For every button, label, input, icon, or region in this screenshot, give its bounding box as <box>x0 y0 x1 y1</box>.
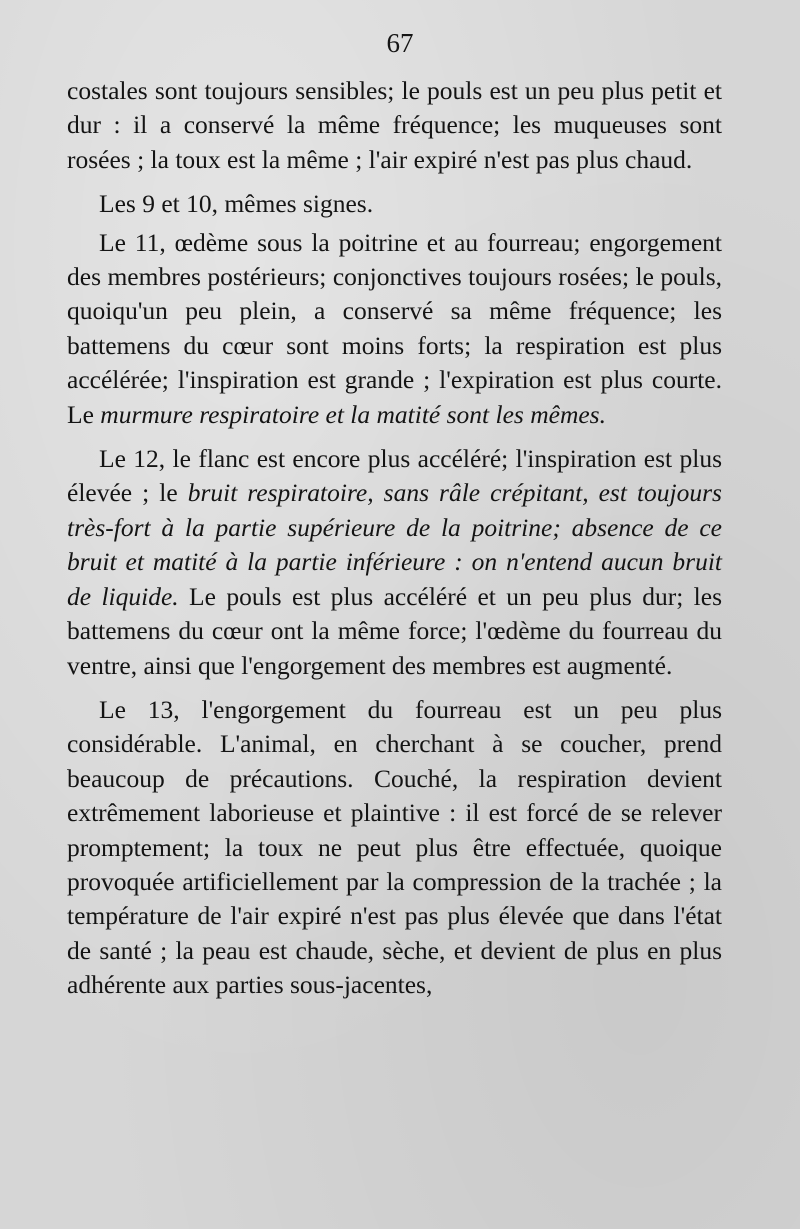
paragraph-5 <box>67 693 722 1003</box>
italic-text-segment: murmure respiratoire et la matité sont les mêmes. <box>100 399 606 429</box>
page-text <box>67 74 722 1013</box>
italic-text-segment: bruit respiratoire, sans râle crépitant, est toujours très-fort à la partie supérieure de la poitrine; absence de ce bruit et matité à la partie inférieure : on n'entend aucun bruit de liquide. <box>67 478 722 611</box>
paragraph-1 <box>67 74 722 177</box>
paragraph-2 <box>67 187 722 221</box>
text-segment: Le 11, œdème sous la poitrine et au fourreau; engorgement des membres postérieurs; conjonctives toujours rosées; le pouls, quoiqu'un peu plein, a conservé sa même fréquence; les battemens du cœur sont moins forts; la respiration est plus accélérée; l'inspiration est grande ; l'expiration est plus courte. Le <box>67 227 722 429</box>
text-segment: Le 13, l'engorgement du fourreau est un peu plus considérable. L'animal, en cherchant à se coucher, prend beaucoup de précautions. Couché, la respiration devient extrêmement laborieuse et plaintive : il est forcé de se relever promptement; la toux ne peut plus être effectuée, quoique provoquée artificiellement par la compression de la trachée ; la température de l'air expiré n'est pas plus élevée que dans l'état de santé ; la peau est chaude, sèche, et devient de plus en plus adhérente aux parties sous-jacentes, <box>67 694 722 1000</box>
text-segment: costales sont toujours sensibles; le pouls est un peu plus petit et dur : il a conservé la même fréquence; les muqueuses sont rosées ; la toux est la même ; l'air expiré n'est pas plus chaud. <box>67 76 722 174</box>
paragraph-4 <box>67 442 722 683</box>
paragraph-3 <box>67 226 722 432</box>
page-number: 67 <box>386 28 414 58</box>
text-segment: Le pouls est plus accéléré et un peu plus dur; les battemens du cœur ont la même force; l'œdème du fourreau du ventre, ainsi que l'engorgement des membres est augmenté. <box>67 581 723 680</box>
text-segment: Le 12, le flanc est encore plus accéléré; l'inspiration est plus élevée ; le <box>67 444 722 508</box>
text-segment: Les 9 et 10, mêmes signes. <box>99 189 374 219</box>
